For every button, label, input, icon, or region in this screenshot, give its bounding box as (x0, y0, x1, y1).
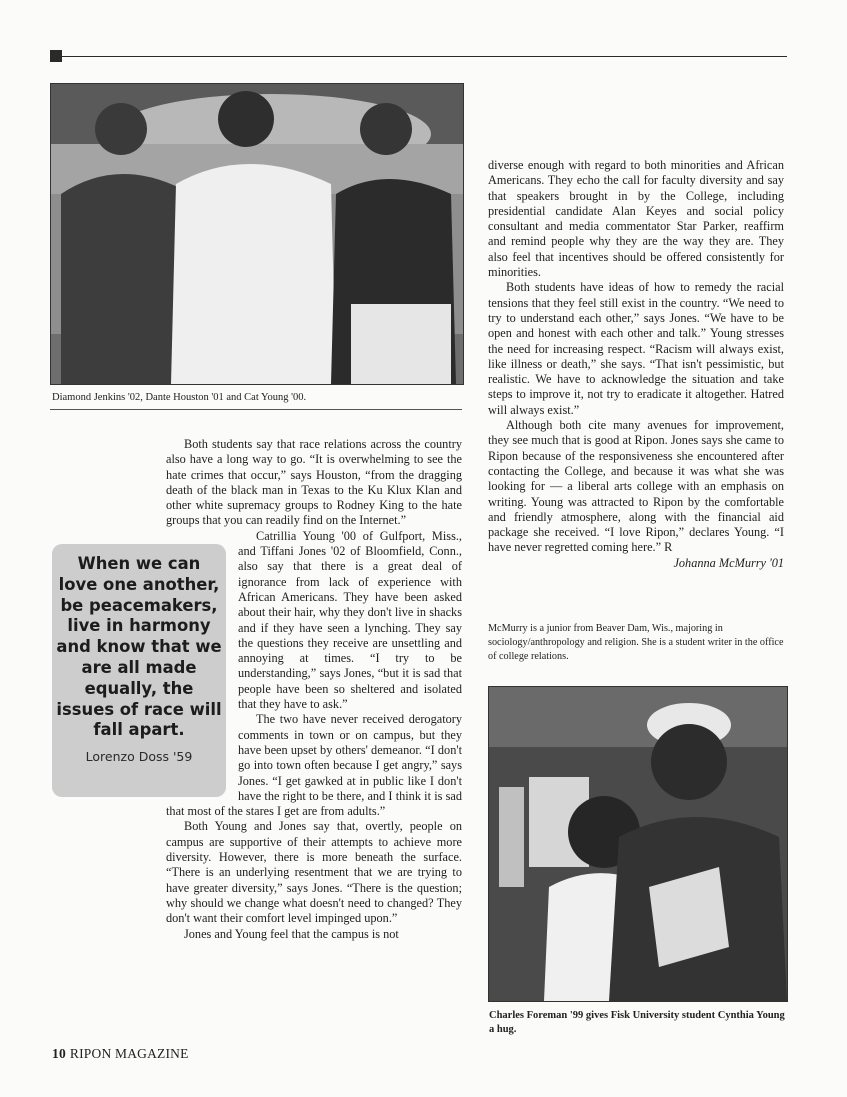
author-signature: Johanna McMurry '01 (673, 555, 784, 570)
pull-quote-text: When we can love one another, be peacemakers, live in harmony and know that we are all made equally, the issues of race will fall apart. (56, 554, 222, 740)
page-number: 10 (52, 1046, 66, 1061)
paragraph: Catrillia Young '00 of Gulfport, Miss., and Tiffani Jones '02 of Bloomfield, Conn., also say that there is a great deal of ignorance from lack of experience with African Americans. They have been asked about their hair, why they don't live in shacks and if they have seen a lynching. They say the questions they receive are unsettling and annoying at times. “I try to be understanding,” says Jones, “but it is sad that people have been so sheltered and isolated that they have to ask.” (238, 528, 462, 712)
pull-quote-author: Lorenzo Doss '59 (85, 749, 193, 765)
photo-caption-hug: Charles Foreman '99 gives Fisk University student Cynthia Young a hug. (489, 1010, 785, 1035)
paragraph: The two have never received derogatory comments in town or on campus, but they have been upset by others' demeanor. “I don't go into town often because I get angry,” says Jones. “I get gawked at in public like I don't have the right to be there, and I think it is sad that most of the stares I get are from adults.” (166, 712, 462, 819)
paragraph: Although both cite many avenues for improvement, they see much that is good at Ripon. Jones says she came to Ripon because of the responsiveness she encountered after contacting the College, and because it was what she was looking for — a liberal arts college with an emphasis on writing. Young was attracted to Ripon by the comfortable and friendly atmosphere, along with the financial aid package she received. “I love Ripon,” declares Young. “I have never regretted coming here.” R (488, 418, 784, 555)
header-rule-line (62, 56, 787, 57)
paragraph: Both Young and Jones say that, overtly, people on campus are supportive of their attempts to achieve more diversity. However, there is more beneath the surface. “There is an underlying resentment that we are trying to have greater diversity,” says Jones. “There is the question; why should we change what doesn't need to changed? They don't want their comfort level impinged upon.” (166, 819, 462, 926)
caption-rule (50, 409, 462, 410)
paragraph: Both students have ideas of how to remedy the racial tensions that they feel still exist in the country. “We need to try to understand each other,” says Jones. “We have to be open and honest with each other and talk.” Young stresses the need for increasing respect. “Racism will always exist, like illness or death,” she says. “That isn't pessimistic, but realistic. We have to acknowledge the situation and take steps to improve it, not try to eradicate it altogether. Hatred will always exist.” (488, 280, 784, 417)
photo-hug (488, 686, 788, 1002)
article-column-middle (166, 437, 462, 942)
article-column-right (488, 158, 784, 571)
paragraph: Both students say that race relations across the country also have a long way to go. “It is overwhelming to see the hate crimes that occur,” says Houston, “from the dragging death of the black man in Texas to the Ku Klux Klan and other white supremacy groups to Rodney King to the hate groups that you can readily find on the Internet.” (166, 437, 462, 528)
photo-three-students (50, 83, 464, 385)
page-footer (52, 1046, 189, 1062)
magazine-name: RIPON MAGAZINE (69, 1046, 189, 1061)
header-rule-square (50, 50, 62, 62)
paragraph: diverse enough with regard to both minorities and African Americans. They echo the call for faculty diversity and say that speakers brought in by the College, including presidential candidate Alan Keyes and social policy consultant and media commentator Star Parker, reaffirm and remind people why they are the way they are. They also feel that incentives should be offered consistently for minorities. (488, 158, 784, 280)
author-bio: McMurry is a junior from Beaver Dam, Wis., majoring in sociology/anthropology and religion. She is a student writer in the office of college relations. (488, 623, 784, 662)
photo-caption-students: Diamond Jenkins '02, Dante Houston '01 and Cat Young '00. (52, 392, 307, 403)
paragraph: Jones and Young feel that the campus is not (184, 926, 399, 941)
